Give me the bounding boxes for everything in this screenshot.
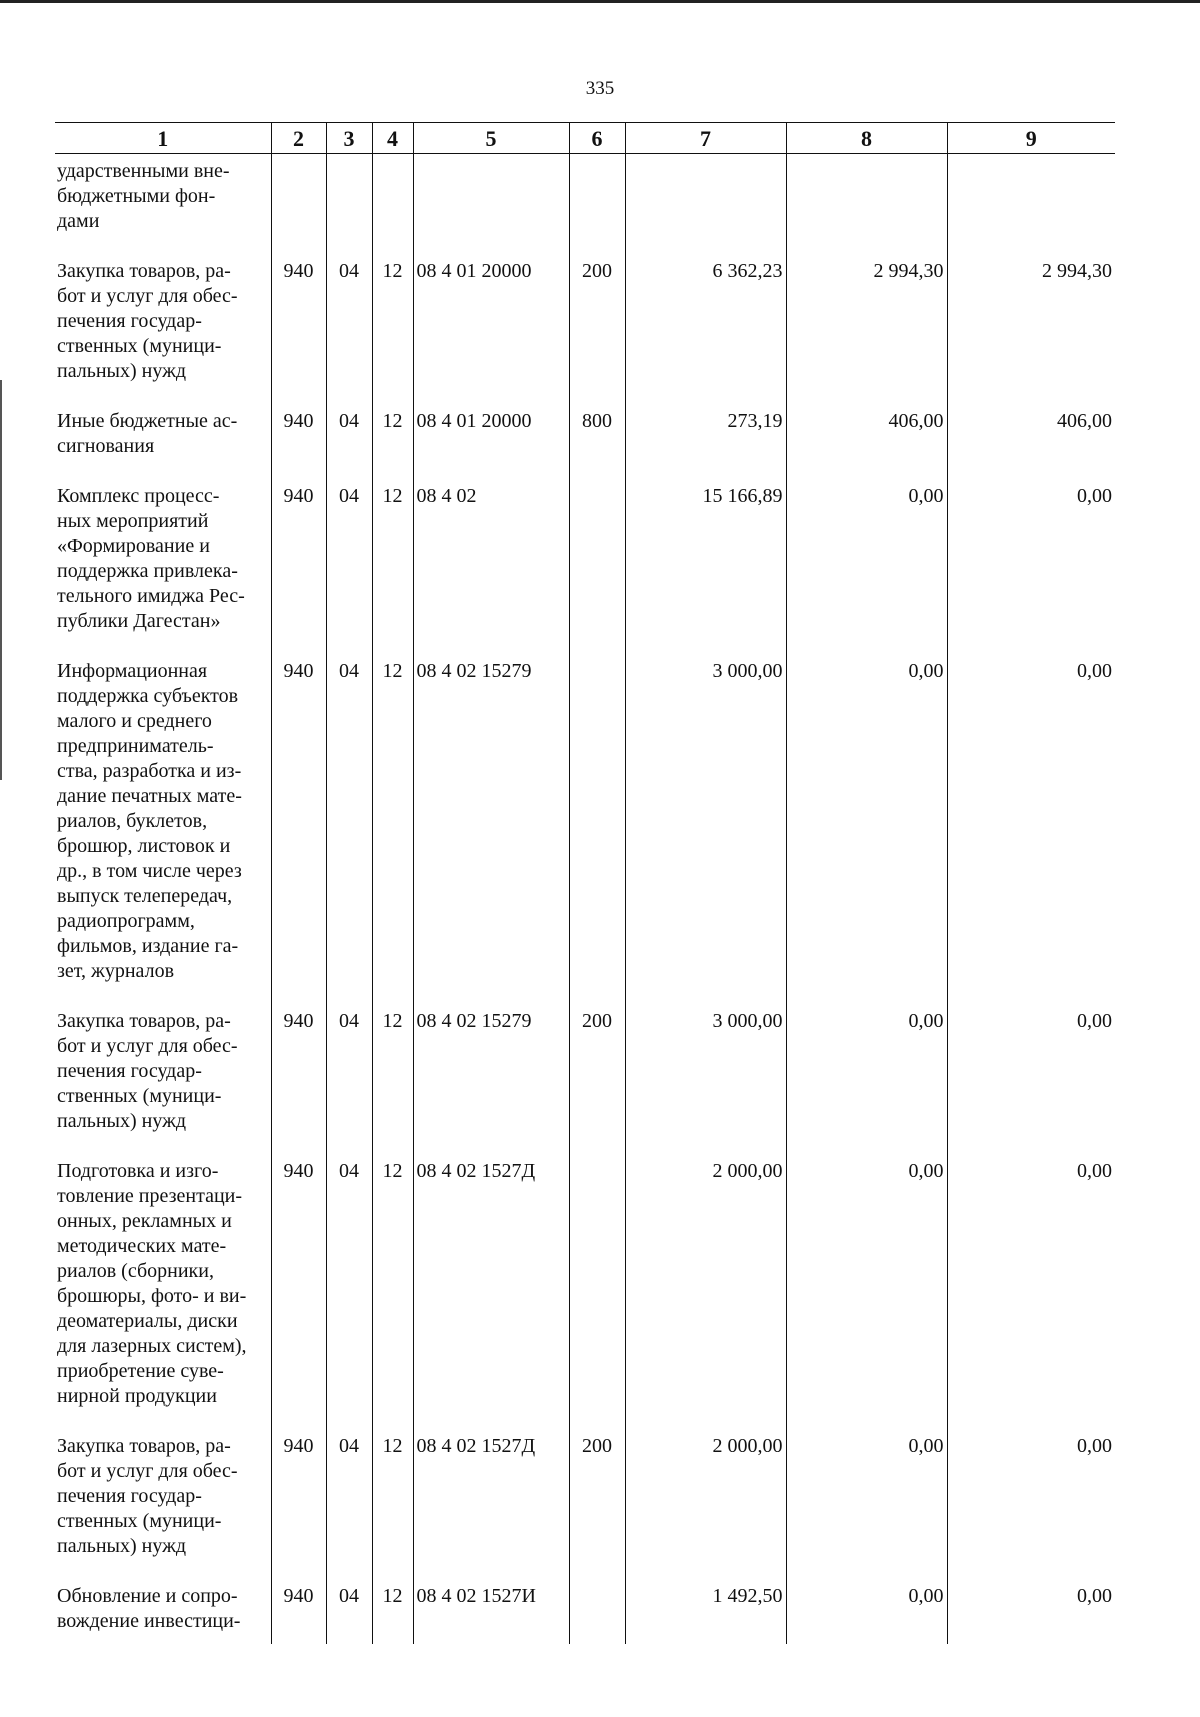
section-code: 04 <box>326 479 372 654</box>
budget-table <box>55 122 1115 1644</box>
expense-type-code <box>569 479 625 654</box>
target-item-code: 08 4 02 15279 <box>413 1004 569 1154</box>
target-item-code: 08 4 02 <box>413 479 569 654</box>
amount-col-9: 2 994,30 <box>947 254 1115 404</box>
expense-type-code <box>569 654 625 1004</box>
item-name: Закупка товаров, ра- бот и услуг для обес- печения государ- ственных (муници- пальных) нужд <box>57 1010 238 1132</box>
col-header-5: 5 <box>413 123 569 154</box>
ministry-code: 940 <box>271 1004 326 1154</box>
section-code: 04 <box>326 404 372 479</box>
amount-col-9: 0,00 <box>947 479 1115 654</box>
col-header-8: 8 <box>786 123 947 154</box>
item-name: Закупка товаров, ра- бот и услуг для обес- печения государ- ственных (муници- пальных) нужд <box>57 1435 238 1557</box>
col-header-3: 3 <box>326 123 372 154</box>
amount-col-7: 273,19 <box>625 404 786 479</box>
col-header-6: 6 <box>569 123 625 154</box>
table-body <box>55 154 1115 1645</box>
expense-type-code: 200 <box>569 1429 625 1579</box>
expense-type-code <box>569 1154 625 1429</box>
ministry-code <box>271 154 326 255</box>
table-row <box>55 1429 1115 1579</box>
amount-col-8: 0,00 <box>786 654 947 1004</box>
section-code: 04 <box>326 254 372 404</box>
amount-col-8: 0,00 <box>786 1154 947 1429</box>
table-row <box>55 404 1115 479</box>
col-header-1: 1 <box>55 123 271 154</box>
amount-col-8: 0,00 <box>786 1429 947 1579</box>
page-number: 335 <box>585 78 615 99</box>
item-name: Комплекс процесс- ных мероприятий «Формирование и поддержка привлека- тельного имиджа Рес- публики Дагестан» <box>57 485 245 632</box>
amount-col-8: 2 994,30 <box>786 254 947 404</box>
table-row <box>55 654 1115 1004</box>
amount-col-7: 2 000,00 <box>625 1429 786 1579</box>
target-item-code: 08 4 02 1527Д <box>413 1154 569 1429</box>
col-header-4: 4 <box>372 123 413 154</box>
amount-col-9: 0,00 <box>947 1154 1115 1429</box>
subsection-code: 12 <box>372 1154 413 1429</box>
section-code: 04 <box>326 1004 372 1154</box>
amount-col-8: 0,00 <box>786 1579 947 1644</box>
ministry-code: 940 <box>271 1154 326 1429</box>
amount-col-8: 0,00 <box>786 1004 947 1154</box>
amount-col-9: 0,00 <box>947 1579 1115 1644</box>
item-name: Закупка товаров, ра- бот и услуг для обес- печения государ- ственных (муници- пальных) нужд <box>57 260 238 382</box>
expense-type-code: 200 <box>569 254 625 404</box>
col-header-9: 9 <box>947 123 1115 154</box>
subsection-code: 12 <box>372 254 413 404</box>
item-name: Обновление и сопро- вождение инвестици- <box>57 1585 241 1632</box>
ministry-code: 940 <box>271 1429 326 1579</box>
subsection-code: 12 <box>372 1004 413 1154</box>
col-header-7: 7 <box>625 123 786 154</box>
table-row <box>55 1579 1115 1644</box>
section-code: 04 <box>326 1579 372 1644</box>
ministry-code: 940 <box>271 254 326 404</box>
ministry-code: 940 <box>271 479 326 654</box>
subsection-code: 12 <box>372 654 413 1004</box>
table-row <box>55 1004 1115 1154</box>
amount-col-8: 406,00 <box>786 404 947 479</box>
col-header-2: 2 <box>271 123 326 154</box>
ministry-code: 940 <box>271 404 326 479</box>
item-name: Информационная поддержка субъектов малого и среднего предприниматель- ства, разработка и из- дание печатных мате- риалов, буклетов, брошюр, листовок и др., в том числе через выпуск телепередач, радиопрограмм, фильмов, издание га- зет, журналов <box>57 660 242 982</box>
table-row <box>55 254 1115 404</box>
target-item-code: 08 4 01 20000 <box>413 404 569 479</box>
item-name: Подготовка и изго- товление презентаци- онных, рекламных и методических мате- риалов (сборники, брошюры, фото- и ви- деоматериалы, диски для лазерных систем), приобретение суве- нирной продукции <box>57 1160 247 1407</box>
amount-col-7: 15 166,89 <box>625 479 786 654</box>
subsection-code: 12 <box>372 1429 413 1579</box>
amount-col-9: 406,00 <box>947 404 1115 479</box>
header-row <box>55 123 1115 154</box>
section-code: 04 <box>326 1429 372 1579</box>
amount-col-7 <box>625 154 786 255</box>
amount-col-8 <box>786 154 947 255</box>
left-edge-mark <box>0 380 2 780</box>
section-code: 04 <box>326 1154 372 1429</box>
subsection-code <box>372 154 413 255</box>
subsection-code: 12 <box>372 404 413 479</box>
target-item-code: 08 4 02 15279 <box>413 654 569 1004</box>
amount-col-9 <box>947 154 1115 255</box>
top-border-rule <box>0 0 1200 3</box>
target-item-code <box>413 154 569 255</box>
subsection-code: 12 <box>372 479 413 654</box>
section-code <box>326 154 372 255</box>
amount-col-7: 1 492,50 <box>625 1579 786 1644</box>
target-item-code: 08 4 01 20000 <box>413 254 569 404</box>
table-row <box>55 154 1115 255</box>
item-name: ударственными вне- бюджетными фон- дами <box>57 160 230 232</box>
target-item-code: 08 4 02 1527Д <box>413 1429 569 1579</box>
amount-col-8: 0,00 <box>786 479 947 654</box>
table-row <box>55 1154 1115 1429</box>
target-item-code: 08 4 02 1527И <box>413 1579 569 1644</box>
expense-type-code <box>569 154 625 255</box>
table-row <box>55 479 1115 654</box>
expense-type-code <box>569 1579 625 1644</box>
amount-col-9: 0,00 <box>947 1429 1115 1579</box>
expense-type-code: 800 <box>569 404 625 479</box>
amount-col-7: 3 000,00 <box>625 1004 786 1154</box>
amount-col-7: 2 000,00 <box>625 1154 786 1429</box>
amount-col-9: 0,00 <box>947 1004 1115 1154</box>
amount-col-9: 0,00 <box>947 654 1115 1004</box>
section-code: 04 <box>326 654 372 1004</box>
subsection-code: 12 <box>372 1579 413 1644</box>
ministry-code: 940 <box>271 654 326 1004</box>
amount-col-7: 3 000,00 <box>625 654 786 1004</box>
amount-col-7: 6 362,23 <box>625 254 786 404</box>
item-name: Иные бюджетные ас- сигнования <box>57 410 238 457</box>
expense-type-code: 200 <box>569 1004 625 1154</box>
ministry-code: 940 <box>271 1579 326 1644</box>
